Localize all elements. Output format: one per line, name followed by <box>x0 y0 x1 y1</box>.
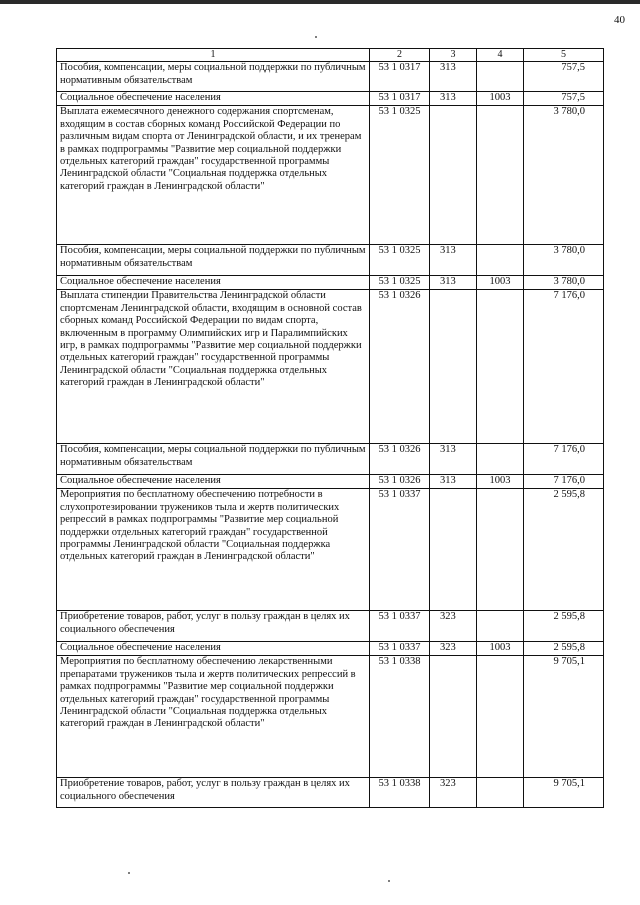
row-vr-cell: 313 <box>430 245 477 276</box>
row-section-cell: 1003 <box>477 642 524 656</box>
row-code-cell: 53 1 0325 <box>370 276 430 290</box>
row-amount-cell: 757,5 <box>524 92 604 106</box>
row-section-cell <box>477 290 524 444</box>
row-name-cell: Социальное обеспечение населения <box>57 475 370 489</box>
row-section-cell <box>477 611 524 642</box>
budget-table <box>56 48 604 808</box>
column-header: 2 <box>370 49 430 62</box>
column-header: 1 <box>57 49 370 62</box>
table-row <box>57 475 604 489</box>
row-section-cell: 1003 <box>477 475 524 489</box>
row-amount-cell: 757,5 <box>524 62 604 92</box>
row-code-cell: 53 1 0338 <box>370 778 430 808</box>
row-vr-cell <box>430 489 477 611</box>
column-header: 3 <box>430 49 477 62</box>
row-vr-cell: 323 <box>430 642 477 656</box>
row-amount-cell: 3 780,0 <box>524 276 604 290</box>
page-number: 40 <box>614 14 625 26</box>
row-vr-cell: 313 <box>430 62 477 92</box>
row-name-cell: Приобретение товаров, работ, услуг в пользу граждан в целях их социального обеспечения <box>57 611 370 642</box>
table-row <box>57 62 604 92</box>
row-code-cell: 53 1 0325 <box>370 106 430 245</box>
row-vr-cell <box>430 290 477 444</box>
row-code-cell: 53 1 0326 <box>370 475 430 489</box>
table-row <box>57 642 604 656</box>
row-section-cell <box>477 489 524 611</box>
row-name-cell: Социальное обеспечение населения <box>57 276 370 290</box>
row-vr-cell: 323 <box>430 778 477 808</box>
scan-top-border <box>0 0 640 4</box>
row-amount-cell: 2 595,8 <box>524 611 604 642</box>
row-name-cell: Пособия, компенсации, меры социальной поддержки по публичным нормативным обязательствам <box>57 444 370 475</box>
table-row <box>57 245 604 276</box>
row-section-cell <box>477 106 524 245</box>
row-amount-cell: 7 176,0 <box>524 475 604 489</box>
row-vr-cell: 313 <box>430 444 477 475</box>
column-header: 5 <box>524 49 604 62</box>
row-section-cell <box>477 245 524 276</box>
row-vr-cell: 313 <box>430 475 477 489</box>
table-row <box>57 611 604 642</box>
table-row <box>57 276 604 290</box>
row-name-cell: Мероприятия по бесплатному обеспечению лекарственными препаратами тружеников тыла и жертв политических репрессий в рамках подпрограммы "Развитие мер социальной поддержки отдельных категорий граждан" государственной программы Ленинградской области "Социальная поддержка отдельных категорий граждан в Ленинградской области" <box>57 656 370 778</box>
table-header-row <box>57 49 604 62</box>
table-row <box>57 489 604 611</box>
row-code-cell: 53 1 0337 <box>370 642 430 656</box>
column-header: 4 <box>477 49 524 62</box>
row-amount-cell: 7 176,0 <box>524 444 604 475</box>
table-row <box>57 778 604 808</box>
row-code-cell: 53 1 0325 <box>370 245 430 276</box>
row-name-cell: Пособия, компенсации, меры социальной поддержки по публичным нормативным обязательствам <box>57 245 370 276</box>
row-section-cell: 1003 <box>477 92 524 106</box>
row-code-cell: 53 1 0337 <box>370 489 430 611</box>
row-name-cell: Пособия, компенсации, меры социальной поддержки по публичным нормативным обязательствам <box>57 62 370 92</box>
row-name-cell: Выплата стипендии Правительства Ленинградской области спортсменам Ленинградской области, входящим в основной состав сборных команд Российской Федерации по видам спорта, включенным в программу Олимпийских игр и Паралимпийских игр, в рамках подпрограммы "Развитие мер социальной поддержки отдельных категорий граждан" государственной программы Ленинградской области "Социальная поддержка отдельных категорий граждан в Ленинградской области" <box>57 290 370 444</box>
row-name-cell: Приобретение товаров, работ, услуг в пользу граждан в целях их социального обеспечения <box>57 778 370 808</box>
row-amount-cell: 3 780,0 <box>524 245 604 276</box>
row-amount-cell: 7 176,0 <box>524 290 604 444</box>
table-row <box>57 656 604 778</box>
row-code-cell: 53 1 0338 <box>370 656 430 778</box>
row-name-cell: Выплата ежемесячного денежного содержания спортсменам, входящим в состав сборных команд Российской Федерации по различным видам спорта от Ленинградской области, и их тренерам в рамках подпрограммы "Развитие мер социальной поддержки отдельных категорий граждан" государственной программы Ленинградской области "Социальная поддержка отдельных категорий граждан в Ленинградской области" <box>57 106 370 245</box>
row-vr-cell <box>430 656 477 778</box>
row-name-cell: Мероприятия по бесплатному обеспечению потребности в слухопротезировании тружеников тыла и жертв политических репрессий в рамках подпрограммы "Развитие мер социальной поддержки отдельных категорий граждан" государственной программы Ленинградской области "Социальная поддержка отдельных категорий граждан в Ленинградской области" <box>57 489 370 611</box>
scan-speck <box>315 36 317 38</box>
row-vr-cell: 313 <box>430 276 477 290</box>
table-row <box>57 92 604 106</box>
row-amount-cell: 2 595,8 <box>524 642 604 656</box>
scan-speck <box>128 872 130 874</box>
row-vr-cell: 313 <box>430 92 477 106</box>
row-section-cell: 1003 <box>477 276 524 290</box>
row-amount-cell: 3 780,0 <box>524 106 604 245</box>
row-vr-cell: 323 <box>430 611 477 642</box>
row-code-cell: 53 1 0337 <box>370 611 430 642</box>
row-section-cell <box>477 656 524 778</box>
row-code-cell: 53 1 0317 <box>370 92 430 106</box>
row-amount-cell: 9 705,1 <box>524 656 604 778</box>
table-row <box>57 106 604 245</box>
scan-speck <box>388 880 390 882</box>
row-section-cell <box>477 62 524 92</box>
row-code-cell: 53 1 0326 <box>370 290 430 444</box>
row-code-cell: 53 1 0317 <box>370 62 430 92</box>
row-section-cell <box>477 444 524 475</box>
table-row <box>57 444 604 475</box>
row-code-cell: 53 1 0326 <box>370 444 430 475</box>
row-amount-cell: 2 595,8 <box>524 489 604 611</box>
table-row <box>57 290 604 444</box>
row-vr-cell <box>430 106 477 245</box>
row-amount-cell: 9 705,1 <box>524 778 604 808</box>
row-name-cell: Социальное обеспечение населения <box>57 92 370 106</box>
row-name-cell: Социальное обеспечение населения <box>57 642 370 656</box>
row-section-cell <box>477 778 524 808</box>
